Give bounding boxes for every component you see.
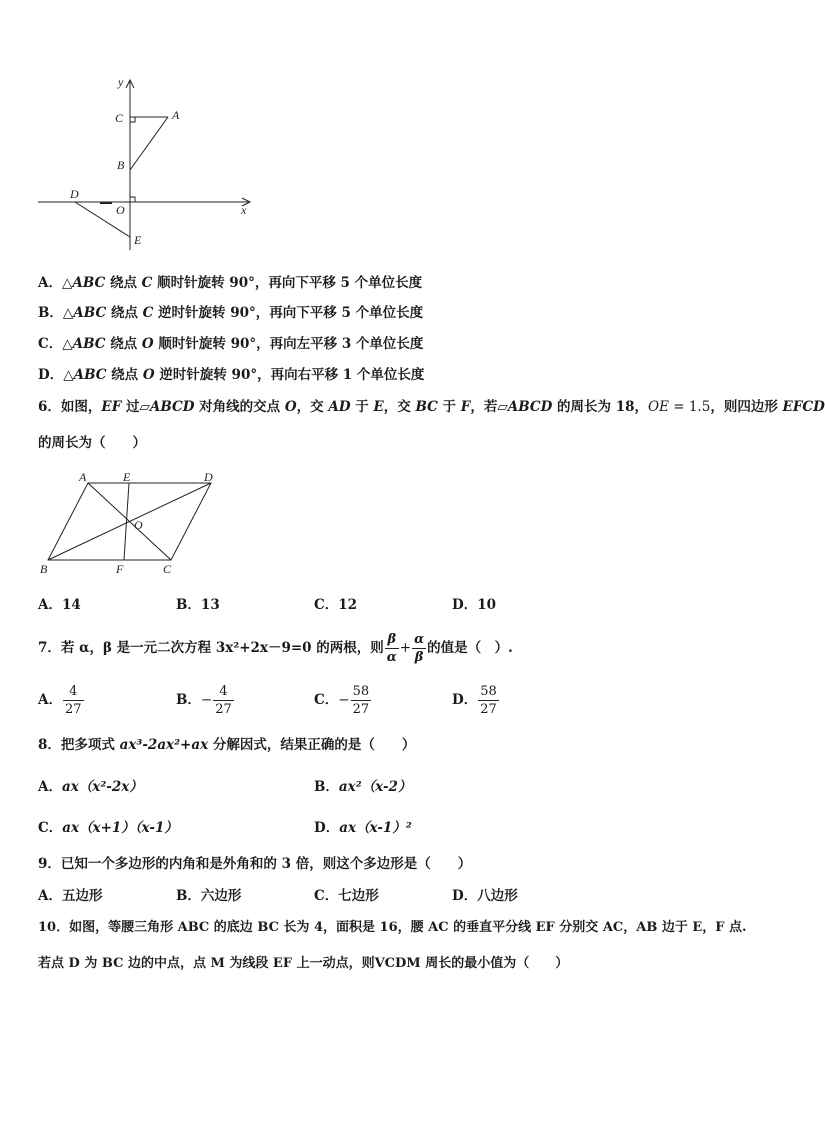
label-d: D bbox=[204, 470, 213, 484]
segment-ef bbox=[124, 483, 129, 560]
fraction: $\frac{58}{27}$ bbox=[352, 684, 370, 717]
q6-stem-line1: 6．如图，EF 过▱ABCD 对角线的交点 O，交 AD 于 E，交 BC 于 F，若▱ABCD 的周长为 18，OE = 1.5，则四边形 EFCD bbox=[38, 399, 825, 415]
q7-option-c[interactable]: C．− $\frac{58}{27}$ bbox=[314, 684, 370, 717]
label-c: C bbox=[163, 562, 172, 576]
q6-option-d[interactable]: D．10 bbox=[452, 597, 497, 613]
q5-option-c[interactable]: C．△ABC 绕点 O 顺时针旋转 90°，再向左平移 3 个单位长度 bbox=[38, 336, 424, 352]
q9-option-d[interactable]: D．八边形 bbox=[452, 888, 518, 904]
label-o: O bbox=[116, 203, 125, 217]
q9-option-c[interactable]: C．七边形 bbox=[314, 888, 379, 904]
q10-stem-line1: 10．如图，等腰三角形 ABC 的底边 BC 长为 4，面积是 16，腰 AC 的垂直平分线 EF 分别交 AC，AB 边于 E，F 点. bbox=[38, 920, 747, 935]
q5-option-b[interactable]: B．△ABC 绕点 C 逆时针旋转 90°，再向下平移 5 个单位长度 bbox=[38, 305, 424, 321]
coordinate-figure bbox=[30, 72, 260, 252]
q7-option-b[interactable]: B．− $\frac{4}{27}$ bbox=[176, 684, 232, 717]
q9-option-b[interactable]: B．六边形 bbox=[176, 888, 242, 904]
label-e: E bbox=[134, 233, 142, 247]
label-x: x bbox=[241, 203, 247, 217]
fraction: $\frac{4}{27}$ bbox=[215, 684, 232, 717]
q7-stem: 7．若 α，β 是一元二次方程 3x²+2x－9=0 的两根，则 $\frac{\beta}{\alpha}$ + $\frac{\alpha}{\beta}$ 的值是（ ）. bbox=[38, 632, 513, 665]
q6-stem-line2: 的周长为（ ） bbox=[38, 435, 146, 451]
segment-ab bbox=[130, 117, 168, 170]
q8-option-b[interactable]: B．ax²（x-2） bbox=[314, 779, 412, 795]
fraction: $\frac{4}{27}$ bbox=[64, 684, 82, 717]
q8-option-a[interactable]: A．ax（x²-2x） bbox=[38, 779, 143, 795]
diagonal-bd bbox=[48, 483, 211, 560]
label-e: E bbox=[123, 470, 131, 484]
right-angle-c bbox=[130, 117, 135, 122]
q5-option-d[interactable]: D．△ABC 绕点 O 逆时针旋转 90°，再向右平移 1 个单位长度 bbox=[38, 367, 425, 383]
fraction: $\frac{58}{27}$ bbox=[480, 684, 497, 717]
q6-option-c[interactable]: C．12 bbox=[314, 597, 358, 613]
q8-stem: 8．把多项式 ax³-2ax²+ax 分解因式，结果正确的是（ ） bbox=[38, 737, 416, 753]
fraction-beta-over-alpha: $\frac{\beta}{\alpha}$ bbox=[386, 632, 397, 665]
label-b: B bbox=[117, 158, 125, 172]
q6-option-a[interactable]: A．14 bbox=[38, 597, 81, 613]
label-c: C bbox=[115, 111, 124, 125]
right-angle-o bbox=[130, 197, 135, 202]
label-y: y bbox=[118, 75, 124, 89]
q8-option-d[interactable]: D．ax（x-1）² bbox=[314, 820, 412, 836]
q8-option-c[interactable]: C．ax（x+1）（x-1） bbox=[38, 820, 178, 836]
q9-stem: 9．已知一个多边形的内角和是外角和的 3 倍，则这个多边形是（ ） bbox=[38, 856, 472, 872]
q10-stem-line2: 若点 D 为 BC 边的中点，点 M 为线段 EF 上一动点，则VCDM 周长的最小值为（ ） bbox=[38, 956, 569, 971]
label-a: A bbox=[79, 470, 87, 484]
label-o: O bbox=[134, 518, 143, 532]
q9-option-a[interactable]: A．五边形 bbox=[38, 888, 103, 904]
q5-option-a[interactable]: A．△ABC 绕点 C 顺时针旋转 90°，再向下平移 5 个单位长度 bbox=[38, 275, 423, 291]
label-d: D bbox=[70, 187, 79, 201]
parallelogram-figure bbox=[36, 468, 226, 580]
q7-option-a[interactable]: A． $\frac{4}{27}$ bbox=[38, 684, 82, 717]
q7-option-d[interactable]: D． $\frac{58}{27}$ bbox=[452, 684, 497, 717]
label-a: A bbox=[172, 108, 180, 122]
label-b: B bbox=[40, 562, 48, 576]
label-f: F bbox=[116, 562, 124, 576]
fraction-alpha-over-beta: $\frac{\alpha}{\beta}$ bbox=[414, 632, 425, 665]
q6-option-b[interactable]: B．13 bbox=[176, 597, 220, 613]
